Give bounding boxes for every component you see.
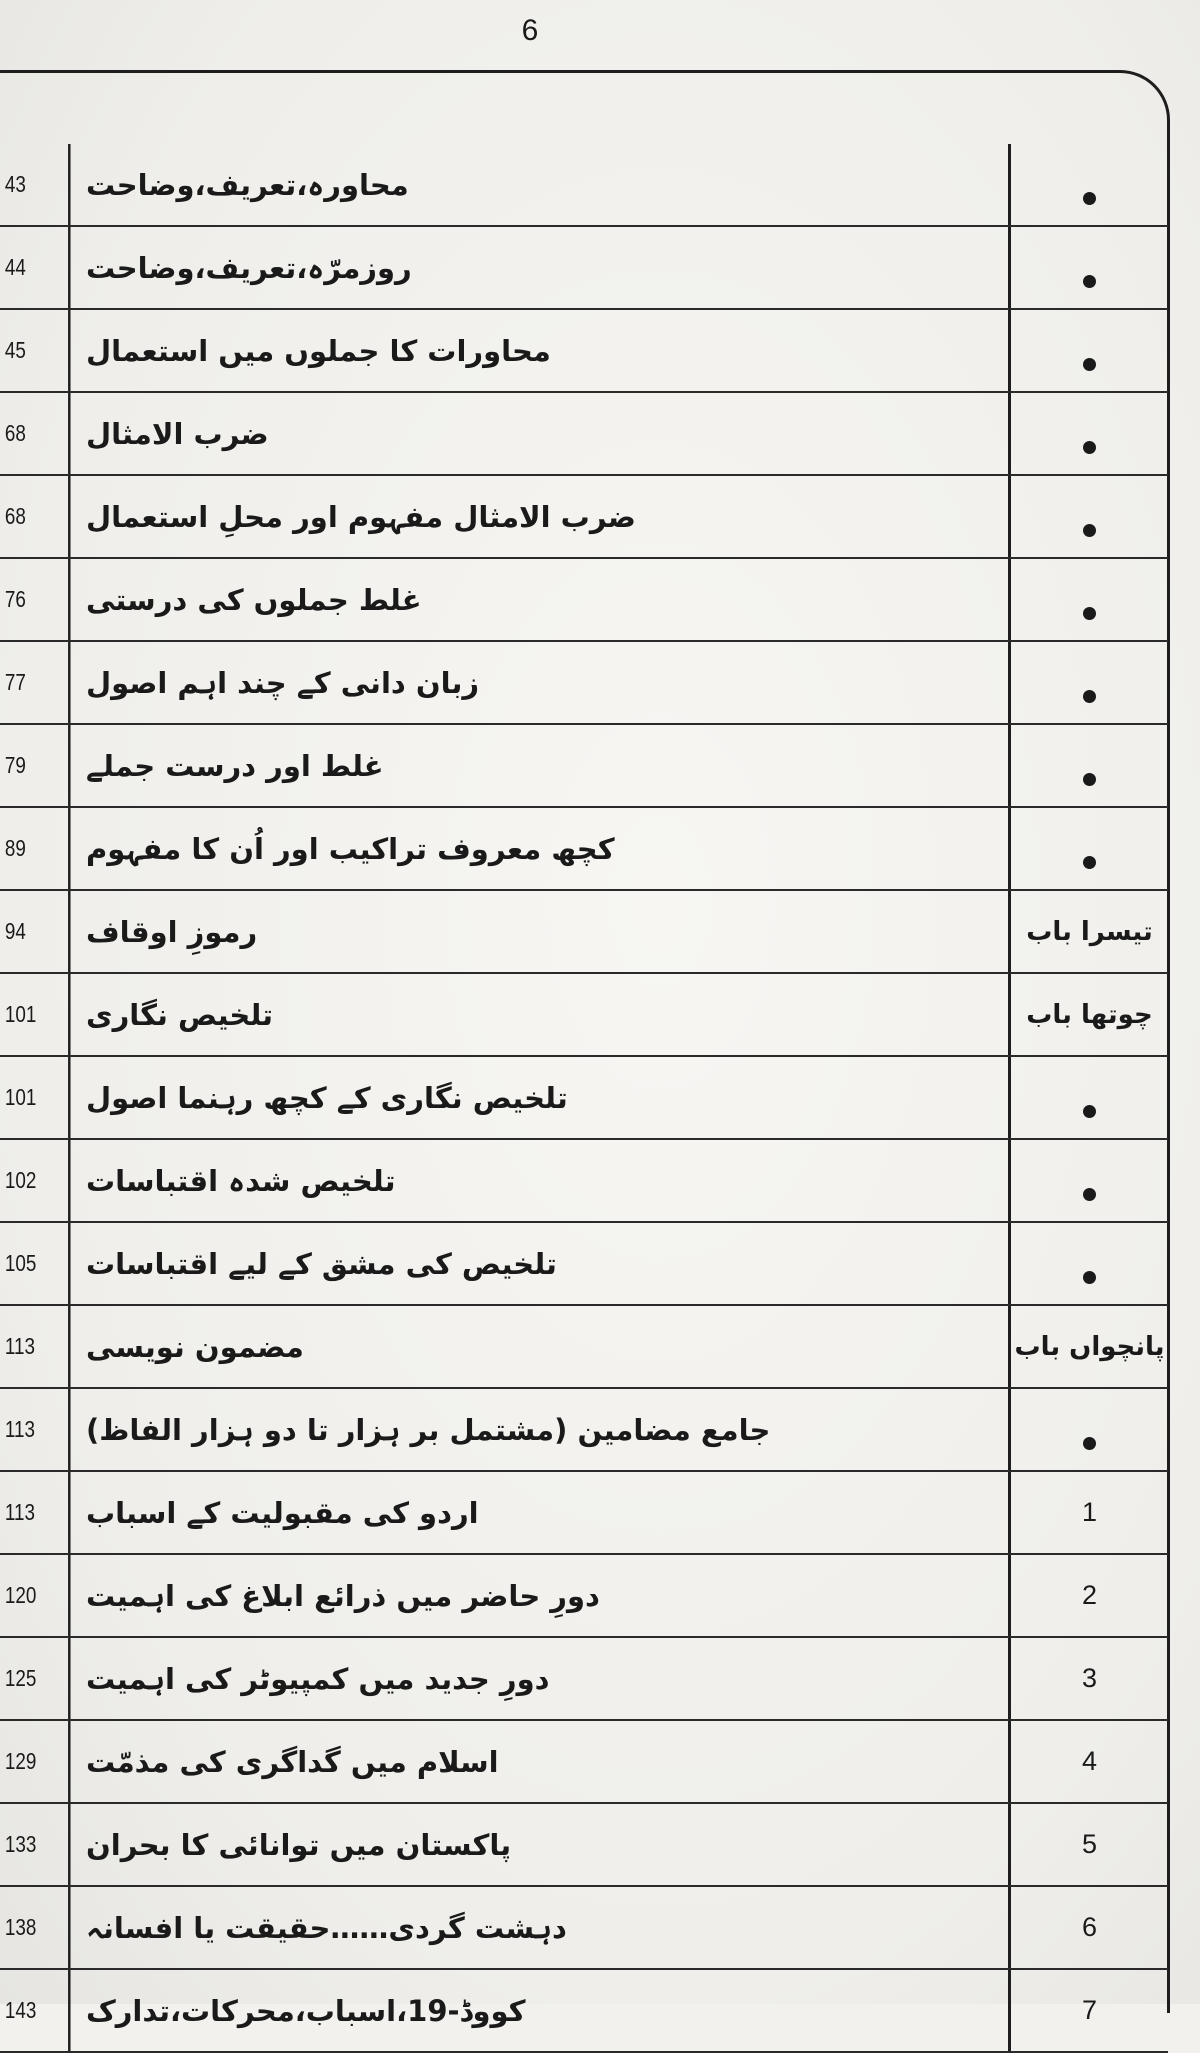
toc-page-number: 101 xyxy=(0,974,71,1055)
toc-item-number: 3 xyxy=(1008,1638,1168,1719)
bullet-icon xyxy=(1083,607,1096,620)
toc-entry-title-cell xyxy=(86,1721,1008,1802)
toc-bullet-cell xyxy=(1008,227,1168,308)
toc-row xyxy=(0,1887,1168,1970)
toc-entry-title: روزمرّہ،تعریف،وضاحت xyxy=(86,250,412,285)
toc-page-number: 138 xyxy=(0,1887,71,1968)
bullet-icon xyxy=(1083,441,1096,454)
toc-entry-title-cell xyxy=(86,1970,1008,2051)
toc-page-number: 120 xyxy=(0,1555,71,1636)
toc-page-number: 113 xyxy=(0,1306,71,1387)
toc-entry-title-cell xyxy=(86,559,1008,640)
toc-entry-title: تلخیص شدہ اقتباسات xyxy=(86,1163,396,1198)
toc-page-number: 113 xyxy=(0,1472,71,1553)
toc-entry-title: کووڈ-19،اسباب،محرکات،تدارک xyxy=(86,1993,526,2028)
toc-entry-title-cell xyxy=(86,310,1008,391)
page-number: 6 xyxy=(521,14,539,47)
toc-bullet-cell xyxy=(1008,310,1168,391)
toc-entry-title: اسلام میں گداگری کی مذمّت xyxy=(86,1744,499,1779)
toc-row xyxy=(0,1970,1168,2053)
toc-entry-title: دورِ حاضر میں ذرائع ابلاغ کی اہمیت xyxy=(86,1578,600,1613)
toc-entry-title-cell xyxy=(86,1057,1008,1138)
toc-chapter-label: چوتھا باب xyxy=(1008,974,1168,1055)
toc-entry-title-cell xyxy=(86,1887,1008,1968)
toc-page-number: 44 xyxy=(0,227,71,308)
toc-row xyxy=(0,1057,1168,1140)
bullet-icon xyxy=(1083,1105,1096,1118)
toc-entry-title: پاکستان میں توانائی کا بحران xyxy=(86,1827,512,1862)
toc-entry-title-cell xyxy=(86,1804,1008,1885)
toc-row xyxy=(0,1638,1168,1721)
toc-bullet-cell xyxy=(1008,808,1168,889)
toc-row xyxy=(0,227,1168,310)
toc-entry-title: غلط جملوں کی درستی xyxy=(86,582,422,617)
toc-bullet-cell xyxy=(1008,476,1168,557)
toc-entry-title-cell xyxy=(86,642,1008,723)
toc-page-number: 94 xyxy=(0,891,71,972)
toc-entry-title-cell xyxy=(86,1389,1008,1470)
toc-entry-title-cell xyxy=(86,891,1008,972)
toc-page-number: 77 xyxy=(0,642,71,723)
toc-entry-title-cell xyxy=(86,1555,1008,1636)
toc-row xyxy=(0,393,1168,476)
toc-row xyxy=(0,1555,1168,1638)
toc-entry-title-cell xyxy=(86,476,1008,557)
toc-entry-title: دورِ جدید میں کمپیوٹر کی اہمیت xyxy=(86,1661,550,1696)
toc-entry-title-cell xyxy=(86,144,1008,225)
toc-entry-title: محاورہ،تعریف،وضاحت xyxy=(86,167,409,202)
toc-bullet-cell xyxy=(1008,1389,1168,1470)
toc-row xyxy=(0,1306,1168,1389)
toc-row xyxy=(0,725,1168,808)
bullet-icon xyxy=(1083,773,1096,786)
bullet-icon xyxy=(1083,358,1096,371)
toc-row xyxy=(0,476,1168,559)
toc-bullet-cell xyxy=(1008,1140,1168,1221)
toc-item-number: 6 xyxy=(1008,1887,1168,1968)
toc-page-number: 101 xyxy=(0,1057,71,1138)
bullet-icon xyxy=(1083,1437,1096,1450)
toc-page-number: 102 xyxy=(0,1140,71,1221)
toc-bullet-cell xyxy=(1008,559,1168,640)
toc-page-number: 105 xyxy=(0,1223,71,1304)
toc-entry-title: رموزِ اوقاف xyxy=(86,914,258,949)
toc-row xyxy=(0,1389,1168,1472)
toc-item-number: 5 xyxy=(1008,1804,1168,1885)
toc-row xyxy=(0,559,1168,642)
toc-page-number: 129 xyxy=(0,1721,71,1802)
toc-chapter-label: پانچواں باب xyxy=(1008,1306,1168,1387)
bullet-icon xyxy=(1083,856,1096,869)
toc-row xyxy=(0,891,1168,974)
toc-page-number: 43 xyxy=(0,144,71,225)
toc-page-number: 143 xyxy=(0,1970,71,2051)
toc-entry-title: زبان دانی کے چند اہم اصول xyxy=(86,665,480,700)
toc-entry-title-cell xyxy=(86,1223,1008,1304)
toc-row xyxy=(0,974,1168,1057)
toc-chapter-label: تیسرا باب xyxy=(1008,891,1168,972)
toc-page-number: 76 xyxy=(0,559,71,640)
toc-bullet-cell xyxy=(1008,1057,1168,1138)
toc-row xyxy=(0,1472,1168,1555)
toc-bullet-cell xyxy=(1008,725,1168,806)
toc-bullet-cell xyxy=(1008,393,1168,474)
toc-row xyxy=(0,1721,1168,1804)
toc-page-number: 68 xyxy=(0,393,71,474)
toc-entry-title-cell xyxy=(86,393,1008,474)
table-of-contents xyxy=(0,144,1168,2053)
toc-item-number: 7 xyxy=(1008,1970,1168,2051)
toc-entry-title: ضرب الامثال مفہوم اور محلِ استعمال xyxy=(86,499,636,534)
bullet-icon xyxy=(1083,1188,1096,1201)
toc-entry-title-cell xyxy=(86,1638,1008,1719)
bullet-icon xyxy=(1083,275,1096,288)
toc-bullet-cell xyxy=(1008,1223,1168,1304)
toc-page-number: 79 xyxy=(0,725,71,806)
toc-entry-title: ضرب الامثال xyxy=(86,416,269,451)
toc-entry-title-cell xyxy=(86,1472,1008,1553)
toc-page-number: 68 xyxy=(0,476,71,557)
bullet-icon xyxy=(1083,1271,1096,1284)
bullet-icon xyxy=(1083,524,1096,537)
toc-entry-title-cell xyxy=(86,227,1008,308)
toc-item-number: 1 xyxy=(1008,1472,1168,1553)
toc-entry-title: مضمون نویسی xyxy=(86,1329,304,1364)
toc-entry-title: تلخیص نگاری کے کچھ رہنما اصول xyxy=(86,1080,568,1115)
toc-entry-title: غلط اور درست جملے xyxy=(86,748,384,783)
toc-entry-title: محاورات کا جملوں میں استعمال xyxy=(86,333,551,368)
toc-page-number: 125 xyxy=(0,1638,71,1719)
toc-row xyxy=(0,144,1168,227)
toc-row xyxy=(0,642,1168,725)
toc-item-number: 2 xyxy=(1008,1555,1168,1636)
bullet-icon xyxy=(1083,192,1096,205)
toc-entry-title-cell xyxy=(86,1306,1008,1387)
toc-bullet-cell xyxy=(1008,642,1168,723)
toc-entry-title: تلخیص کی مشق کے لیے اقتباسات xyxy=(86,1246,557,1281)
toc-entry-title-cell xyxy=(86,1140,1008,1221)
toc-row xyxy=(0,310,1168,393)
toc-row xyxy=(0,1140,1168,1223)
toc-row xyxy=(0,1804,1168,1887)
toc-entry-title: تلخیص نگاری xyxy=(86,997,274,1032)
toc-row xyxy=(0,1223,1168,1306)
toc-entry-title-cell xyxy=(86,808,1008,889)
toc-item-number: 4 xyxy=(1008,1721,1168,1802)
toc-row xyxy=(0,808,1168,891)
bullet-icon xyxy=(1083,690,1096,703)
toc-entry-title: جامع مضامین (مشتمل بر ہزار تا دو ہزار الفاظ) xyxy=(86,1412,771,1447)
toc-bullet-cell xyxy=(1008,144,1168,225)
toc-entry-title: دہشت گردی……حقیقت یا افسانہ xyxy=(86,1910,567,1945)
toc-entry-title-cell xyxy=(86,974,1008,1055)
toc-page-number: 89 xyxy=(0,808,71,889)
toc-page-number: 113 xyxy=(0,1389,71,1470)
toc-entry-title-cell xyxy=(86,725,1008,806)
toc-entry-title: کچھ معروف تراکیب اور اُن کا مفہوم xyxy=(86,831,615,866)
toc-page-number: 133 xyxy=(0,1804,71,1885)
toc-page-number: 45 xyxy=(0,310,71,391)
toc-entry-title: اردو کی مقبولیت کے اسباب xyxy=(86,1495,479,1530)
